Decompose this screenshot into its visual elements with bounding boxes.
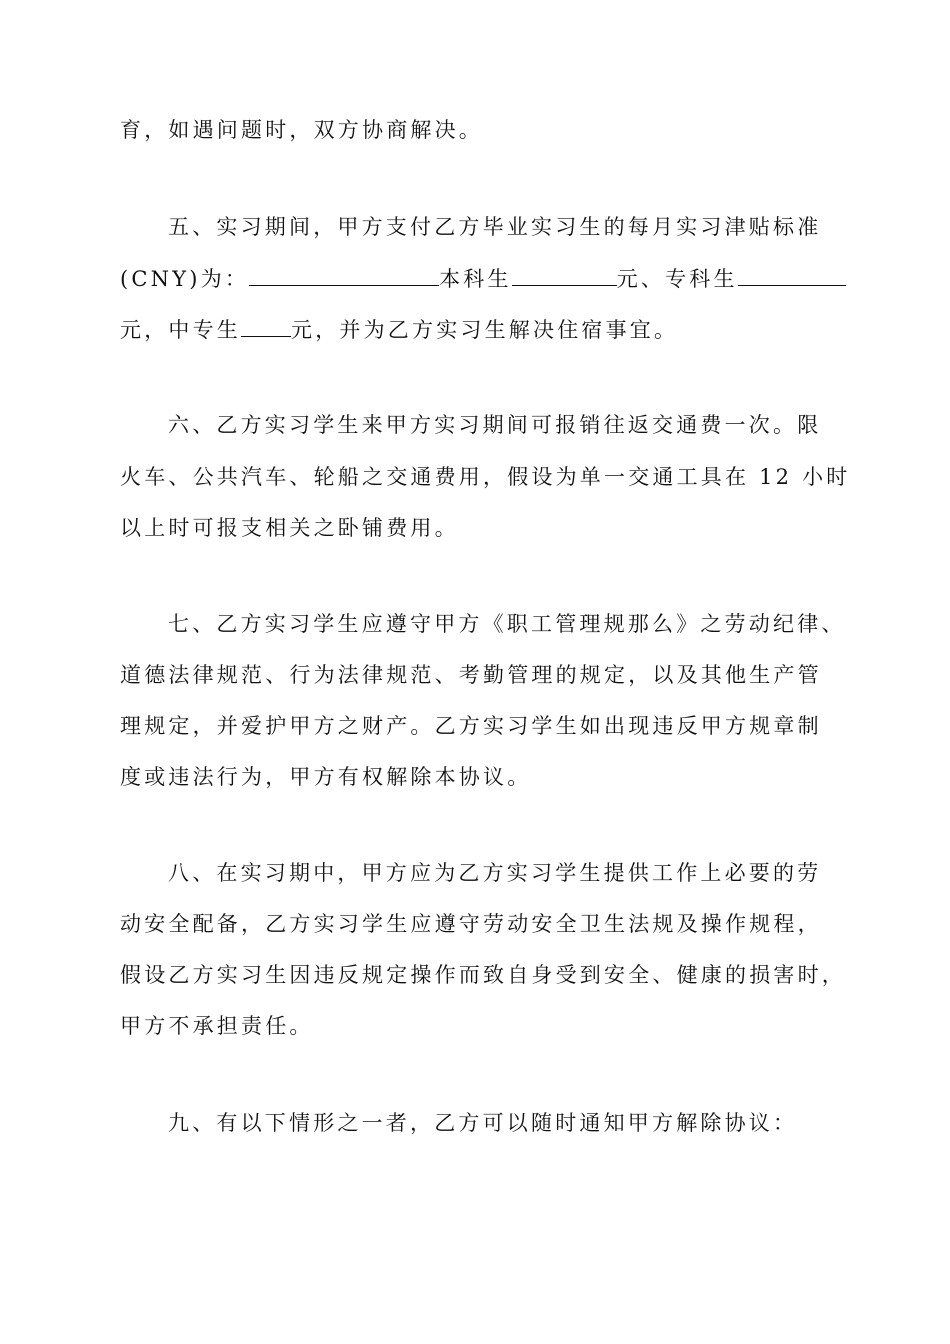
clause-8-line-1: 八、在实习期中，甲方应为乙方实习学生提供工作上必要的劳: [168, 861, 822, 885]
clause-9-line-1: 九、有以下情形之一者，乙方可以随时通知甲方解除协议：: [168, 1111, 798, 1135]
paragraph-continuation: 育，如遇问题时，双方协商解决。: [120, 118, 483, 142]
clause-7-line-4: 度或违法行为，甲方有权解除本协议。: [120, 765, 532, 789]
junior-college-label: 元、专科生: [616, 267, 738, 291]
allowance-prefix: (CNY)为：: [120, 267, 250, 291]
secondary-amount-blank: [241, 314, 291, 337]
clause-8-line-2: 动安全配备，乙方实习学生应遵守劳动安全卫生法规及操作规程，: [120, 912, 822, 936]
clause-8-line-4: 甲方不承担责任。: [120, 1014, 314, 1038]
clause-6-line-1: 六、乙方实习学生来甲方实习期间可报销往返交通费一次。限: [168, 413, 822, 437]
clause-7-line-1: 七、乙方实习学生应遵守甲方《职工管理规那么》之劳动纪律、: [168, 612, 846, 636]
clause-7-line-2: 道德法律规范、行为法律规范、考勤管理的规定，以及其他生产管: [120, 663, 822, 687]
clause-6-line-3: 以上时可报支相关之卧铺费用。: [120, 516, 459, 540]
allowance-total-blank: [249, 263, 439, 286]
secondary-label: 元，中专生: [120, 318, 241, 342]
clause-5-line-3: [120, 314, 832, 345]
clause-8-line-3: 假设乙方实习生因违反规定操作而致自身受到安全、健康的损害时，: [120, 963, 846, 987]
clause-6-line-2: 火车、公共汽车、轮船之交通费用，假设为单一交通工具在 12 小时: [120, 465, 851, 489]
clause-5-line-1: 五、实习期间，甲方支付乙方毕业实习生的每月实习津贴标准: [168, 215, 822, 239]
clause-5-line-2: [120, 263, 832, 294]
junior-college-amount-blank: [738, 263, 846, 286]
undergraduate-label: 本科生: [439, 267, 512, 291]
clause-7-line-3: 理规定，并爱护甲方之财产。乙方实习学生如出现违反甲方规章制: [120, 714, 822, 738]
undergraduate-amount-blank: [512, 263, 617, 286]
accommodation-text: 元，并为乙方实习生解决住宿事宜。: [291, 318, 679, 342]
